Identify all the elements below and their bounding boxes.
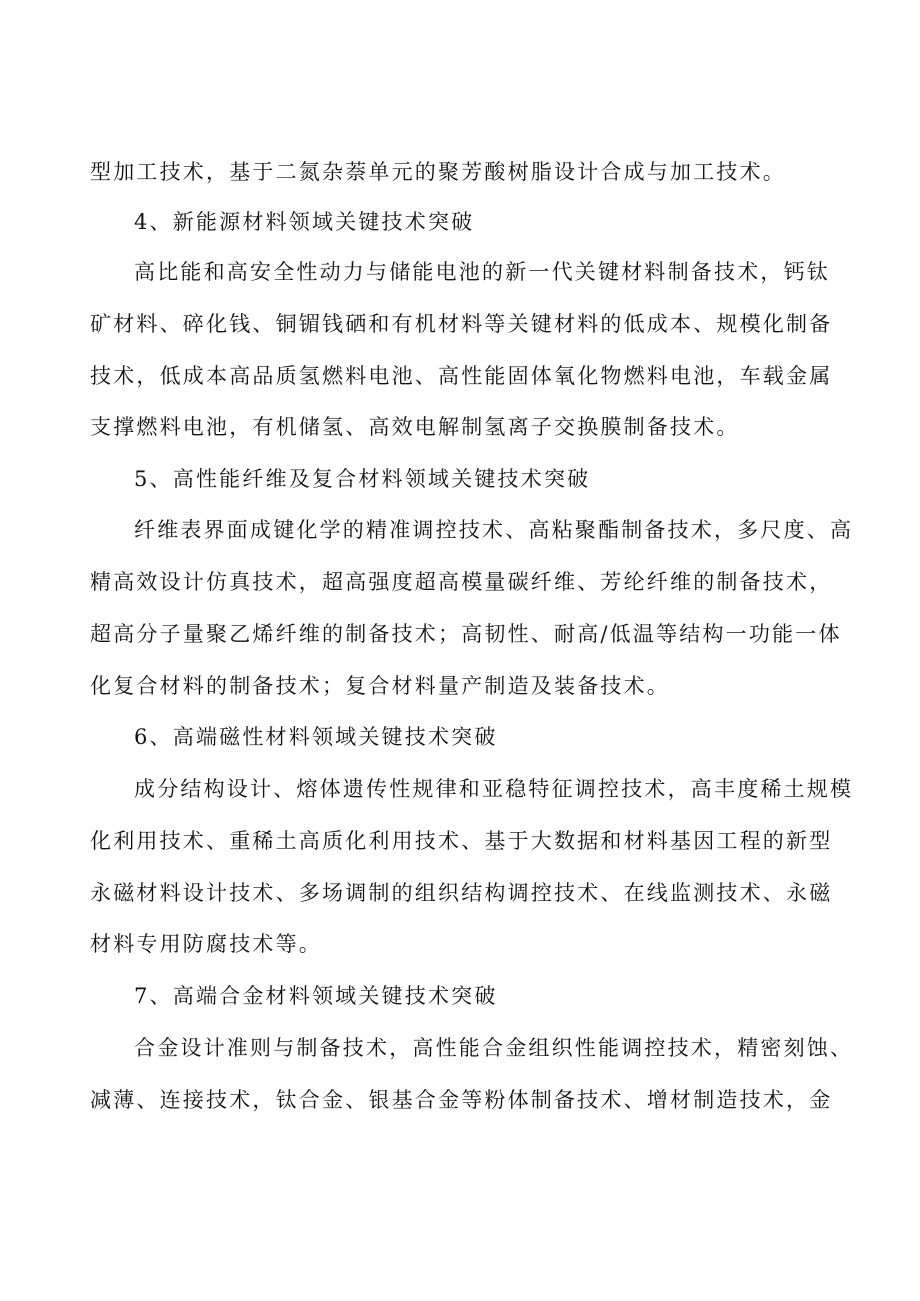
paragraph-line: 合金设计准则与制备技术，高性能合金组织性能调控技术，精密刻蚀、: [134, 1036, 854, 1060]
paragraph-line: 矿材料、碎化钱、铜镅钱硒和有机材料等关键材料的低成本、规模化制备: [90, 312, 833, 336]
paragraph-line: 化复合材料的制备技术；复合材料量产制造及装备技术。: [90, 674, 670, 698]
section-heading: 7、高端合金材料领域关键技术突破: [134, 984, 498, 1008]
paragraph-line: 化利用技术、重稀土高质化利用技术、基于大数据和材料基因工程的新型: [90, 829, 833, 853]
paragraph-line: 支撑燃料电池，有机储氢、高效电解制氢离子交换膜制备技术。: [90, 415, 740, 439]
paragraph-line: 永磁材料设计技术、多场调制的组织结构调控技术、在线监测技术、永磁: [90, 881, 833, 905]
paragraph-line: 成分结构设计、熔体遗传性规律和亚稳特征调控技术，高丰度稀土规模: [134, 777, 854, 801]
paragraph-line: 减薄、连接技术，钛合金、银基合金等粉体制备技术、增材制造技术，金: [90, 1088, 833, 1112]
paragraph-line: 精高效设计仿真技术，超高强度超高模量碳纤维、芳纶纤维的制备技术，: [90, 570, 833, 594]
paragraph-line: 纤维表界面成键化学的精准调控技术、高粘聚酯制备技术，多尺度、高: [134, 518, 854, 542]
section-heading: 4、新能源材料领域关键技术突破: [134, 210, 475, 234]
paragraph-line: 超高分子量聚乙烯纤维的制备技术；高韧性、耐高/低温等结构一功能一体: [90, 622, 842, 646]
section-heading: 5、高性能纤维及复合材料领域关键技术突破: [134, 467, 591, 491]
section-heading: 6、高端磁性材料领域关键技术突破: [134, 725, 498, 749]
paragraph-line: 技术，低成本高品质氢燃料电池、高性能固体氧化物燃料电池，车载金属: [90, 364, 833, 388]
paragraph-line: 材料专用防腐技术等。: [90, 932, 322, 956]
paragraph-line: 高比能和高安全性动力与储能电池的新一代关键材料制备技术，钙钛: [134, 260, 830, 284]
paragraph-line: 型加工技术，基于二氮杂萘单元的聚芳酸树脂设计合成与加工技术。: [90, 160, 786, 184]
